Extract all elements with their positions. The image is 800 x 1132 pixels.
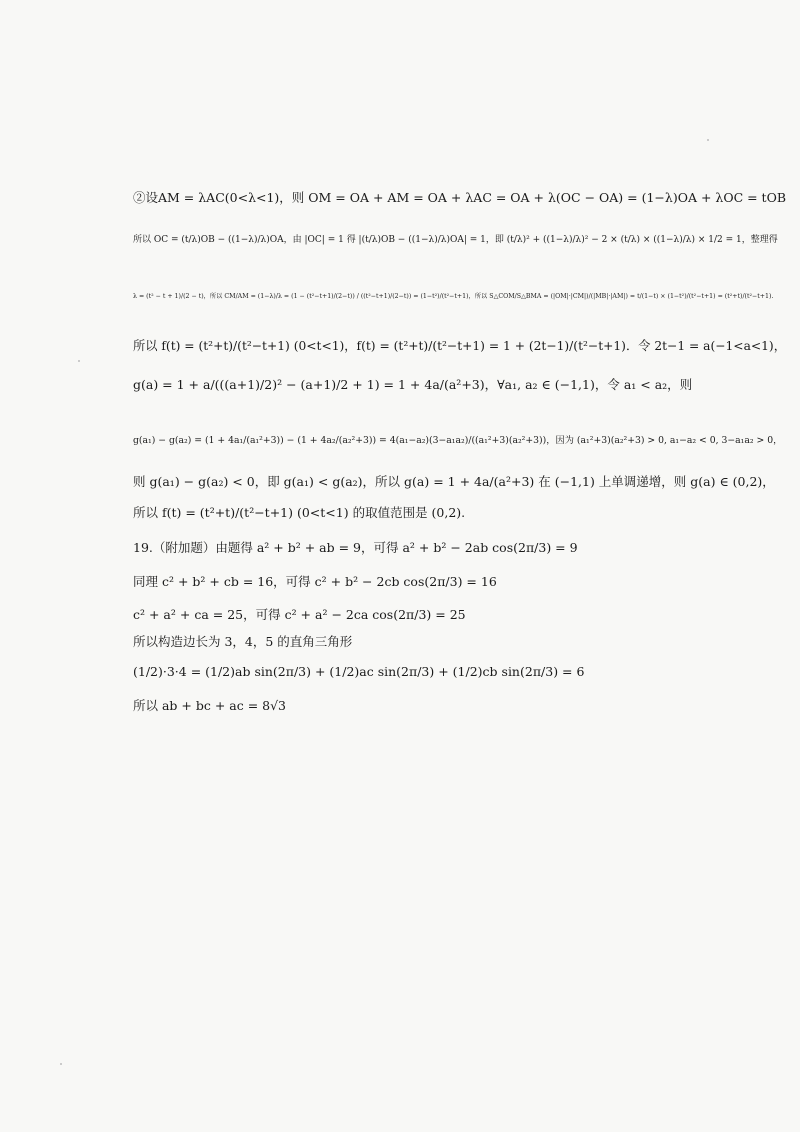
solution-line-5: g(a) = 1 + a/(((a+1)/2)² − (a+1)/2 + 1) = 1 + 4a/(a²+3)，∀a₁, a₂ ∈ (−1,1)，令 a₁ < a₂，则 (133, 377, 693, 392)
problem-19-line-4: 所以构造边长为 3，4，5 的直角三角形 (133, 634, 353, 649)
scan-speck (707, 139, 709, 141)
solution-line-2: 所以 OC = (t/λ)OB − ((1−λ)/λ)OA，由 |OC| = 1 得 |(t/λ)OB − ((1−λ)/λ)OA| = 1，即 (t/λ)² + ((1−λ)/λ)² − 2 × (t/λ) × ((1−λ)/λ) × 1/2 = 1，整理得 (133, 235, 778, 245)
solution-line-8: 所以 f(t) = (t²+t)/(t²−t+1) (0<t<1) 的取值范围是 (0,2). (133, 505, 466, 520)
scan-speck (78, 360, 80, 362)
solution-line-4: 所以 f(t) = (t²+t)/(t²−t+1) (0<t<1)，f(t) = (t²+t)/(t²−t+1) = 1 + (2t−1)/(t²−t+1)．令 2t−1 = a(−1<a<1)， (133, 339, 786, 353)
problem-19-line-6: 所以 ab + bc + ac = 8√3 (133, 698, 287, 713)
solution-line-3: λ = (t² − t + 1)/(2 − t)，所以 CM/AM = (1−λ)/λ = (1 − (t²−t+1)/(2−t)) / ((t²−t+1)/(2−t)) = (1−t²)/(t²−t+1)，所以 S△COM/S△BMA = (|OM|·|CM|)/(|MB|·|AM|) = t/(1−t) × (1−t²)/(t²−t+1) = (t²+t)/(t²−t+1). (133, 293, 774, 300)
solution-line-1: ②设AM = λAC(0<λ<1)，则 OM = OA + AM = OA + λAC = OA + λ(OC − OA) = (1−λ)OA + λOC = tOB (133, 190, 787, 205)
solution-line-6: g(a₁) − g(a₂) = (1 + 4a₁/(a₁²+3)) − (1 + 4a₂/(a₂²+3)) = 4(a₁−a₂)(3−a₁a₂)/((a₁²+3)(a₂²+3))，因为 (a₁²+3)(a₂²+3) > 0, a₁−a₂ < 0, 3−a₁a₂ > 0， (133, 435, 783, 446)
problem-19-line-2: 同理 c² + b² + cb = 16，可得 c² + b² − 2cb cos(2π/3) = 16 (133, 574, 497, 589)
problem-19-line-3: c² + a² + ca = 25，可得 c² + a² − 2ca cos(2π/3) = 25 (133, 607, 466, 622)
problem-19-line-1: 19.（附加题）由题得 a² + b² + ab = 9，可得 a² + b² − 2ab cos(2π/3) = 9 (133, 540, 578, 555)
solution-line-7: 则 g(a₁) − g(a₂) < 0，即 g(a₁) < g(a₂)，所以 g(a) = 1 + 4a/(a²+3) 在 (−1,1) 上单调递增，则 g(a) ∈ (0,2)， (133, 474, 775, 489)
problem-19-line-5: (1/2)·3·4 = (1/2)ab sin(2π/3) + (1/2)ac sin(2π/3) + (1/2)cb sin(2π/3) = 6 (133, 664, 585, 679)
scan-speck (60, 1063, 62, 1065)
